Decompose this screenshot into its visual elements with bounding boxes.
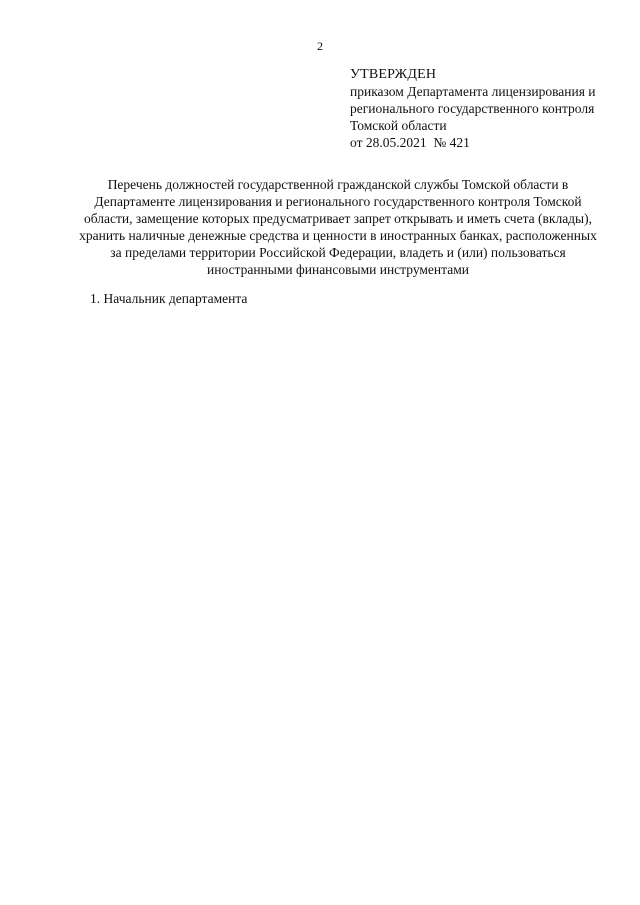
approval-block: [350, 66, 620, 151]
approval-number: № 421: [433, 135, 470, 150]
list-item: [90, 290, 590, 307]
title-line: Департаменте лицензирования и регионального государственного контроля Томской: [94, 194, 582, 209]
approval-line: Томской области: [350, 118, 447, 133]
page-number: 2: [317, 39, 323, 53]
title-line: иностранными финансовыми инструментами: [207, 262, 469, 277]
title-line: хранить наличные денежные средства и ценности в иностранных банках, расположенных: [79, 228, 597, 243]
title-line: Перечень должностей государственной гражданской службы Томской области в: [107, 177, 569, 192]
approval-line: приказом Департамента лицензирования и: [350, 84, 596, 99]
list-item-number: 1.: [90, 291, 101, 306]
approval-date: от 28.05.2021: [350, 135, 427, 150]
title-line: за пределами территории Российской Федерации, владеть и (или) пользоваться: [110, 245, 566, 260]
list-item-label: Начальник департамента: [103, 291, 248, 306]
approval-heading: УТВЕРЖДЕН: [350, 67, 437, 82]
document-title: [60, 176, 616, 278]
approval-line: регионального государственного контроля: [350, 101, 595, 116]
positions-list: [90, 290, 590, 307]
title-line: области, замещение которых предусматривает запрет открывать и иметь счета (вклады),: [84, 211, 592, 226]
approval-date-row: [350, 134, 620, 151]
